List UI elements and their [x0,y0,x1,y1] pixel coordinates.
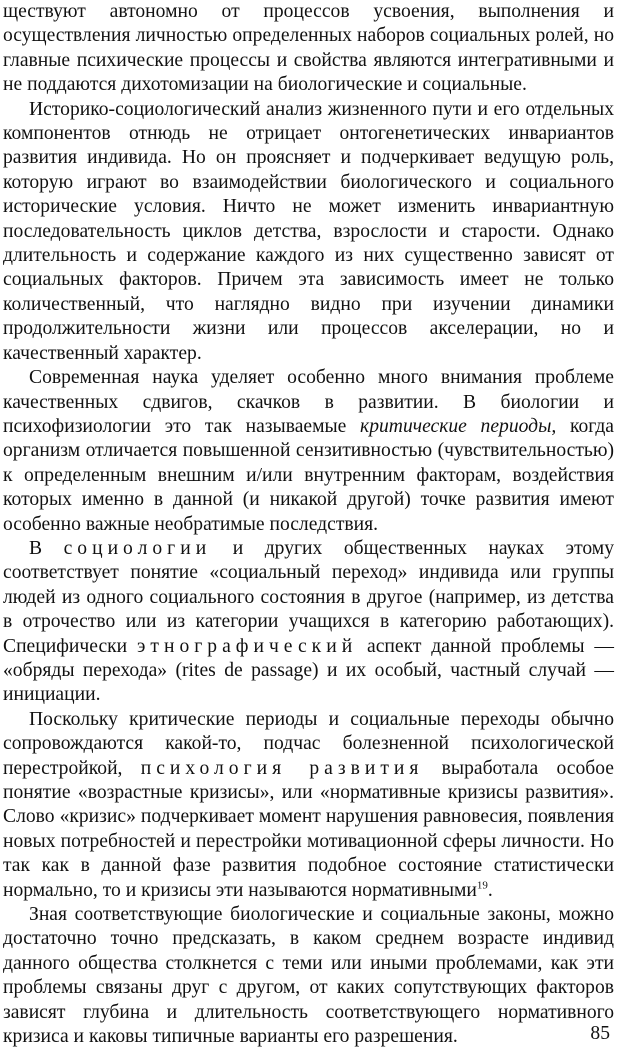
paragraph-text: . [487,879,493,901]
spaced-term: психология развития [140,757,424,779]
paragraph-critical-periods [3,366,614,537]
paragraph-continuation [3,0,614,98]
footnote-marker: 19 [476,879,488,892]
spaced-term: этнографический [136,635,358,657]
paragraph-social-transition [3,537,614,708]
italic-term: критические периоды, [360,415,557,437]
paragraph-text: В [29,537,64,559]
paragraph-text: Историко-социологический анализ жизненного пути и его отдельных компонентов отнюдь не отрицает онтогенетических инвариантов развития индивида. Но он проясняет и подчеркивает ведущую роль, которую играют во взаимодействии биологического и социального исторические условия. Ничто не может изменить инвариантную последовательность циклов детства, взрослости и старости. Однако длительность и содержание каждого из них существенно зависят от социальных факторов. Причем эта зависимость имеет не только количественный, что наглядно видно при изучении динамики продолжительности жизни или процессов акселерации, но и качественный характер. [3,98,614,364]
paragraph-text: аспект данной проблемы — «обряды перехода» (rites de passage) и их особый, частный случай — инициации. [3,635,615,706]
paragraph-text: ществуют автономно от процессов усвоения, выполнения и осуществления личностью определенных наборов социальных ролей, но главные психические процессы и свойства являются интегративными и не поддаются дихотомизации на биологические и социальные. [3,1,614,96]
paragraph-life-path-analysis [3,98,614,366]
paragraph-text: Современная наука уделяет особенно много внимания проблеме качественных сдвигов, скачков в развитии. В биологии и психофизиологии это так называемые [3,367,614,437]
paragraph-age-crises [3,708,614,903]
paragraph-text: Зная соответствующие биологические и социальные законы, можно достаточно точно предсказать, в каком среднем возрасте индивид данного общества столкнется с теми или иными проблемами, как эти проблемы связаны друг с другом, от каких сопутствующих факторов зависят глубина и длительность соответствующего нормативного кризиса и каковы типичные варианты его разрешения. [3,904,614,1048]
paragraph-text: выработала особое понятие «возрастные кризисы», или «нормативные кризисы развития». Слово «кризис» подчеркивает момент нарушения равновесия, появления новых потребностей и перестройки мотивационной сферы личности. Но так как в данной фазе развития подобное состояние статистически нормально, то и кризисы эти называются нормативными [3,757,614,901]
page-number: 85 [590,1023,610,1044]
paragraph-text: и других общественных науках этому соответствует понятие «социальный переход» индивида или группы людей из одного социального состояния в другое (например, из детства в отрочество или из категории учащихся в категорию работающих). Специфически [3,537,614,657]
paragraph-text: Поскольку критические периоды и социальные переходы обычно сопровождаются какой-то, подчас болезненной психологической перестройкой, [3,708,614,779]
spaced-term: социологии [63,537,212,559]
paragraph-prediction [3,903,614,1049]
paragraph-text: когда организм отличается повышенной сензитивностью (чувствительностью) к определенным внешним и/или внутренним факторам, воздействия которых именно в данной (и никакой другой) точке развития имеют особенно важные необратимые последствия. [3,415,614,535]
